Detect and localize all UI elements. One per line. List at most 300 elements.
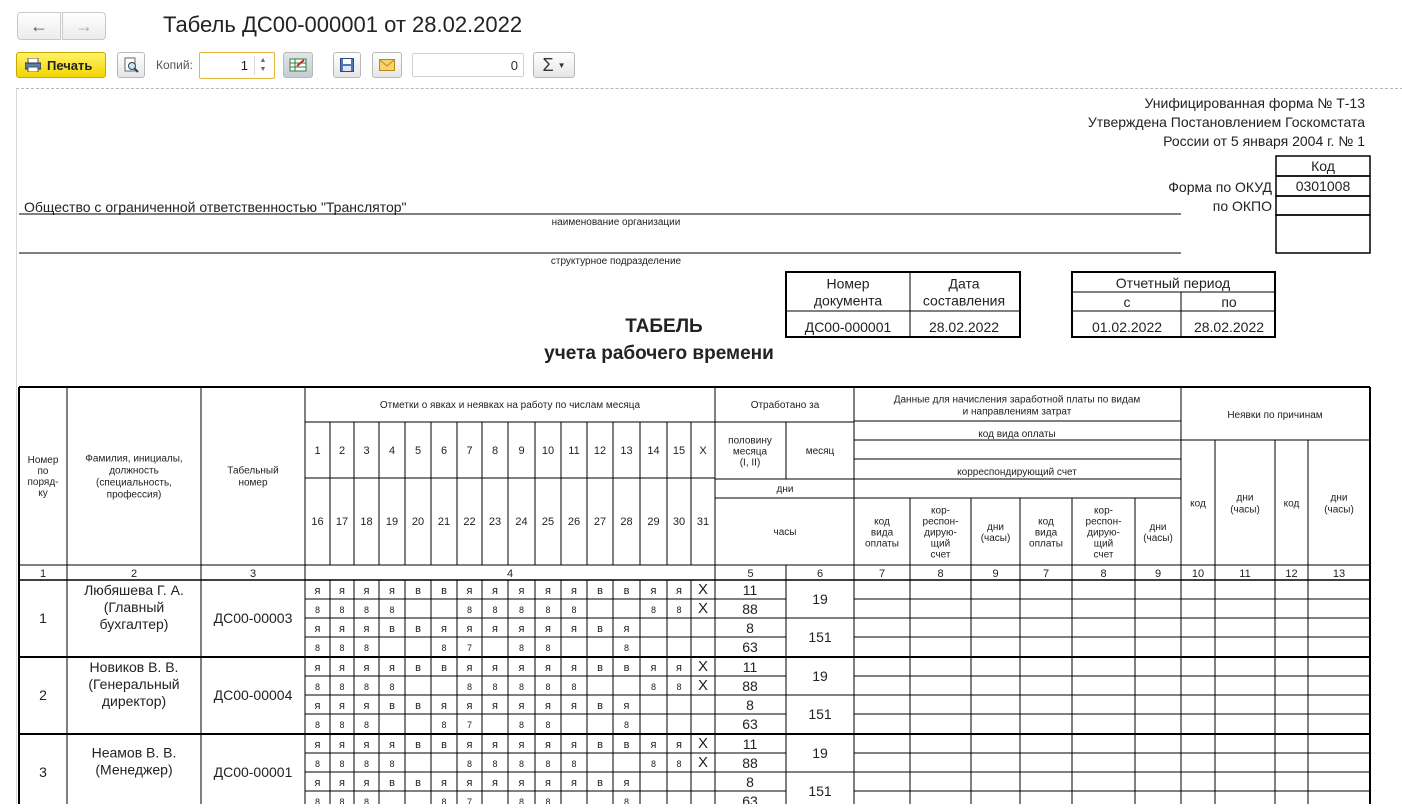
- day-bottom: 17: [335, 516, 349, 528]
- row-number: 3: [39, 764, 47, 780]
- dept-caption: структурное подразделение: [550, 256, 682, 267]
- day-mark: 8: [314, 759, 321, 769]
- column-number: 11: [1239, 568, 1251, 580]
- day-mark: X: [697, 677, 709, 694]
- header-hours: часы: [773, 527, 797, 538]
- day-mark: я: [339, 623, 345, 635]
- day-mark: я: [314, 585, 321, 597]
- doc-date: 28.02.2022: [928, 319, 1000, 335]
- day-mark: я: [363, 623, 370, 635]
- column-number: 5: [747, 568, 754, 580]
- half1-hours: 88: [742, 678, 758, 694]
- day-bottom: 19: [385, 516, 399, 528]
- forward-icon: →: [75, 15, 93, 36]
- header-worked: Отработано за: [750, 400, 820, 411]
- half2-hours: 63: [742, 716, 758, 732]
- day-mark: я: [389, 585, 395, 597]
- day-mark: в: [441, 662, 447, 674]
- day-mark: я: [492, 623, 498, 635]
- back-icon: ←: [30, 15, 48, 36]
- day-mark: я: [545, 700, 551, 712]
- header-paycode: код вида оплаты: [978, 429, 1056, 440]
- copies-label: Копий:: [156, 58, 193, 72]
- day-mark: в: [389, 700, 395, 712]
- period-header: Отчетный период: [1115, 275, 1231, 291]
- day-mark: 8: [339, 720, 345, 730]
- day-mark: я: [518, 739, 525, 751]
- half1-days: 11: [742, 582, 758, 598]
- doc-number-header: документа: [813, 292, 883, 309]
- day-mark: 8: [389, 682, 395, 692]
- day-mark: я: [518, 623, 525, 635]
- day-mark: 8: [650, 682, 657, 692]
- day-bottom: 22: [463, 516, 476, 528]
- day-mark: я: [492, 662, 498, 674]
- employee-name: директор): [101, 693, 167, 710]
- day-mark: 8: [363, 643, 370, 653]
- day-top: 10: [541, 445, 555, 457]
- header-sub: (часы): [980, 533, 1011, 545]
- day-mark: 8: [492, 682, 498, 692]
- day-bottom: 23: [488, 516, 502, 528]
- day-mark: я: [441, 777, 447, 789]
- half2-hours: 63: [742, 793, 758, 804]
- header-sub: дни: [1149, 522, 1167, 534]
- day-bottom: 31: [696, 516, 710, 528]
- day-bottom: 25: [541, 516, 555, 528]
- day-bottom: 30: [672, 516, 686, 528]
- day-mark: в: [389, 623, 395, 635]
- unified-form-line: Унифицированная форма № Т-13: [1144, 95, 1365, 111]
- day-mark: 8: [441, 643, 447, 653]
- day-mark: я: [492, 585, 498, 597]
- header-sub: кор-: [1094, 505, 1113, 517]
- day-top: 3: [363, 445, 370, 457]
- day-mark: 8: [314, 682, 321, 692]
- timesheet-document: [17, 89, 1402, 804]
- forward-button[interactable]: [62, 12, 106, 40]
- header-abs: код: [1190, 498, 1206, 510]
- organization-name: Общество с ограниченной ответственностью "Транслятор": [24, 199, 407, 215]
- day-mark: 8: [314, 605, 321, 615]
- day-mark: я: [571, 700, 577, 712]
- header-sub: вида: [1034, 527, 1058, 539]
- day-bottom: 24: [515, 516, 528, 528]
- okud-label: Форма по ОКУД: [1168, 179, 1272, 195]
- day-mark: 8: [518, 682, 525, 692]
- employee-name: (Генеральный: [88, 676, 180, 693]
- table-box: [1276, 215, 1370, 253]
- header-sub: щий: [930, 538, 951, 550]
- code-header: Код: [1311, 158, 1335, 174]
- day-mark: 8: [518, 643, 525, 653]
- doc-date-header: Дата: [948, 275, 980, 292]
- header-sub: счет: [930, 549, 951, 561]
- day-mark: я: [571, 739, 577, 751]
- copies-value: 1: [240, 58, 248, 73]
- day-mark: X: [697, 754, 709, 771]
- header-absence: Неявки по причинам: [1227, 410, 1323, 421]
- day-mark: я: [363, 700, 370, 712]
- day-top: 9: [518, 445, 525, 457]
- column-number: 8: [937, 568, 944, 580]
- day-mark: 8: [571, 605, 577, 615]
- day-mark: 8: [571, 682, 577, 692]
- month-days: 19: [812, 668, 828, 684]
- day-mark: я: [363, 585, 370, 597]
- header-sub: код: [874, 516, 890, 528]
- day-bottom: 21: [437, 516, 451, 528]
- header-name: профессия): [106, 489, 162, 501]
- day-top: 11: [568, 445, 580, 457]
- day-mark: я: [466, 623, 473, 635]
- header-sub: респон-: [1085, 516, 1122, 528]
- day-mark: я: [466, 662, 473, 674]
- day-mark: 8: [518, 797, 525, 804]
- column-number: 6: [816, 568, 824, 580]
- day-mark: в: [597, 700, 603, 712]
- save-icon: [340, 58, 354, 72]
- column-number: 1: [39, 568, 47, 580]
- window-title: Табель ДС00-000001 от 28.02.2022: [163, 12, 523, 37]
- day-mark: в: [415, 700, 421, 712]
- day-mark: я: [363, 739, 370, 751]
- doc-title: ТАБЕЛЬ: [625, 316, 703, 337]
- day-mark: 8: [545, 605, 551, 615]
- half2-days: 8: [746, 774, 754, 790]
- day-mark: 8: [466, 682, 473, 692]
- sum-value: 0: [510, 58, 518, 73]
- unified-form-line: России от 5 января 2004 г. № 1: [1163, 133, 1365, 149]
- header-num: Номер: [27, 455, 59, 467]
- period-to-label: по: [1221, 294, 1237, 310]
- employee-name: (Менеджер): [95, 761, 173, 778]
- day-mark: 8: [389, 605, 395, 615]
- day-bottom: 16: [311, 516, 324, 528]
- header-half: половину: [728, 435, 772, 447]
- day-mark: 8: [339, 605, 345, 615]
- doc-number-header: Номер: [826, 275, 870, 292]
- day-mark: X: [697, 581, 709, 598]
- day-mark: 8: [545, 643, 551, 653]
- day-mark: в: [415, 739, 421, 751]
- day-mark: 8: [339, 797, 345, 804]
- day-mark: я: [571, 777, 577, 789]
- day-mark: 7: [466, 797, 473, 804]
- day-mark: я: [571, 585, 577, 597]
- month-hours: 151: [808, 706, 832, 722]
- month-hours: 151: [808, 629, 832, 645]
- day-mark: в: [389, 777, 395, 789]
- day-mark: я: [363, 777, 370, 789]
- day-mark: 8: [676, 759, 682, 769]
- sigma-icon: Σ: [542, 54, 554, 75]
- day-mark: я: [441, 623, 447, 635]
- column-number: 8: [1100, 568, 1107, 580]
- okpo-label: по ОКПО: [1212, 198, 1272, 214]
- day-mark: я: [676, 739, 682, 751]
- header-days: дни: [776, 484, 794, 495]
- day-mark: я: [466, 585, 473, 597]
- day-mark: X: [697, 735, 709, 752]
- grid-icon: [289, 58, 307, 72]
- day-top: 5: [414, 445, 422, 457]
- header-half: (I, II): [739, 457, 761, 469]
- day-top: 2: [338, 445, 346, 457]
- day-mark: я: [571, 662, 577, 674]
- day-mark: в: [415, 585, 421, 597]
- employee-name: Любяшева Г. А.: [84, 582, 184, 599]
- day-mark: я: [314, 623, 321, 635]
- day-mark: 8: [545, 759, 551, 769]
- day-mark: 8: [314, 643, 321, 653]
- copies-spinner[interactable]: ▲ ▼: [254, 56, 271, 75]
- day-mark: я: [623, 777, 630, 789]
- copies-input[interactable]: [199, 52, 275, 79]
- day-top: 15: [672, 445, 686, 457]
- header-num: поряд-: [27, 477, 59, 489]
- printer-icon: [25, 58, 41, 72]
- day-mark: в: [623, 739, 630, 751]
- day-bottom: 29: [647, 516, 660, 528]
- doc-date-header: составления: [922, 292, 1006, 309]
- half1-hours: 88: [742, 601, 758, 617]
- header-num: ку: [38, 488, 48, 500]
- day-mark: я: [339, 700, 345, 712]
- employee-name: бухгалтер): [99, 616, 169, 633]
- day-mark: в: [623, 662, 630, 674]
- header-sub: щий: [1093, 538, 1114, 550]
- doc-subtitle: учета рабочего времени: [544, 343, 774, 364]
- day-mark: 8: [363, 720, 370, 730]
- column-number: 7: [1042, 568, 1050, 580]
- day-mark: я: [545, 623, 551, 635]
- day-mark: в: [597, 585, 603, 597]
- day-mark: в: [441, 739, 447, 751]
- day-mark: 8: [650, 605, 657, 615]
- column-number: 4: [506, 568, 514, 580]
- header-name: Фамилия, инициалы,: [85, 453, 183, 465]
- half2-days: 8: [746, 697, 754, 713]
- back-button[interactable]: [17, 12, 61, 40]
- column-number: 3: [249, 568, 257, 580]
- print-button[interactable]: [16, 52, 106, 78]
- day-bottom: 26: [567, 516, 581, 528]
- day-mark: я: [466, 739, 473, 751]
- month-hours: 151: [808, 783, 832, 799]
- header-sub: (часы): [1143, 533, 1173, 545]
- day-mark: я: [571, 623, 577, 635]
- month-days: 19: [812, 591, 828, 607]
- day-mark: 8: [441, 720, 447, 730]
- employee-name: (Главный: [103, 599, 165, 616]
- day-mark: 8: [363, 797, 370, 804]
- day-mark: в: [597, 623, 603, 635]
- day-mark: в: [597, 777, 603, 789]
- day-mark: я: [545, 662, 551, 674]
- day-mark: 8: [650, 759, 657, 769]
- half1-hours: 88: [742, 755, 758, 771]
- half1-days: 11: [742, 736, 758, 752]
- day-mark: 8: [676, 605, 682, 615]
- half2-hours: 63: [742, 639, 758, 655]
- header-name: должность: [109, 465, 159, 477]
- day-mark: 8: [466, 759, 473, 769]
- column-number: 9: [992, 568, 999, 580]
- toolbar: [0, 0, 1402, 88]
- okud-value: 0301008: [1295, 178, 1351, 194]
- header-salary: и направлениям затрат: [962, 406, 1072, 418]
- sum-field[interactable]: [412, 53, 524, 77]
- tab-number: ДС00-00003: [213, 610, 293, 626]
- day-top: 6: [440, 445, 448, 457]
- header-salary: Данные для начисления заработной платы по видам: [893, 394, 1141, 406]
- day-mark: 8: [623, 643, 630, 653]
- day-mark: я: [339, 777, 345, 789]
- day-mark: 7: [466, 643, 473, 653]
- day-top: X: [699, 445, 707, 457]
- day-mark: я: [650, 739, 657, 751]
- unified-form-line: Утверждена Постановлением Госкомстата: [1087, 114, 1365, 130]
- print-button-label: Печать: [47, 57, 93, 73]
- day-mark: я: [518, 585, 525, 597]
- header-sub: оплаты: [1029, 538, 1063, 550]
- sum-button[interactable]: [533, 52, 575, 78]
- column-number: 12: [1285, 568, 1298, 580]
- column-number: 2: [130, 568, 138, 580]
- day-top: 4: [388, 445, 396, 457]
- month-days: 19: [812, 745, 828, 761]
- day-bottom: 27: [593, 516, 607, 528]
- day-mark: в: [623, 585, 630, 597]
- day-mark: 8: [339, 643, 345, 653]
- header-sub: дирую-: [1087, 527, 1120, 539]
- day-mark: я: [339, 585, 345, 597]
- preview-button[interactable]: [117, 52, 145, 78]
- mail-icon: [379, 59, 395, 71]
- day-top: 12: [593, 445, 607, 457]
- day-mark: 8: [441, 797, 447, 804]
- day-mark: я: [676, 585, 682, 597]
- mail-button[interactable]: [372, 52, 402, 78]
- day-mark: я: [314, 777, 321, 789]
- period-to: 28.02.2022: [1193, 319, 1265, 335]
- header-corr: корреспондирующий счет: [957, 467, 1077, 478]
- header-marks: Отметки о явках и неявках на работу по числам месяца: [379, 400, 641, 411]
- header-sub: оплаты: [865, 538, 899, 550]
- day-mark: 8: [492, 605, 498, 615]
- spreadsheet-area[interactable]: [16, 88, 1402, 804]
- day-mark: 8: [389, 759, 395, 769]
- grid-toggle-button[interactable]: [283, 52, 313, 78]
- preview-icon: [123, 57, 139, 73]
- doc-number: ДС00-000001: [804, 319, 892, 335]
- dropdown-icon: ▼: [557, 60, 566, 70]
- day-mark: я: [518, 662, 525, 674]
- header-abs: (часы): [1324, 504, 1354, 516]
- day-top: 1: [314, 445, 321, 457]
- row-number: 1: [39, 610, 47, 626]
- header-num: по: [37, 466, 49, 478]
- header-name: (специальность,: [96, 477, 172, 489]
- save-button[interactable]: [333, 52, 361, 78]
- day-top: 8: [491, 445, 499, 457]
- day-mark: 8: [492, 759, 498, 769]
- half1-days: 11: [742, 659, 758, 675]
- period-from-label: с: [1123, 294, 1131, 310]
- org-caption: наименование организации: [551, 217, 681, 228]
- day-mark: 8: [518, 720, 525, 730]
- day-mark: я: [492, 700, 498, 712]
- day-mark: я: [623, 700, 630, 712]
- tab-number: ДС00-00001: [213, 764, 293, 780]
- day-mark: я: [339, 739, 345, 751]
- day-mark: я: [314, 662, 321, 674]
- day-mark: я: [314, 700, 321, 712]
- day-mark: 8: [545, 720, 551, 730]
- day-mark: в: [415, 623, 421, 635]
- day-mark: я: [545, 777, 551, 789]
- day-mark: 8: [339, 759, 345, 769]
- day-mark: я: [545, 585, 551, 597]
- day-bottom: 20: [411, 516, 425, 528]
- day-mark: 8: [314, 720, 321, 730]
- day-mark: я: [545, 739, 551, 751]
- day-mark: 8: [623, 720, 630, 730]
- day-mark: 8: [518, 605, 525, 615]
- day-mark: 8: [518, 759, 525, 769]
- row-number: 2: [39, 687, 47, 703]
- day-mark: 7: [466, 720, 473, 730]
- header-abs: дни: [1236, 492, 1254, 504]
- day-mark: я: [339, 662, 345, 674]
- day-mark: в: [597, 662, 603, 674]
- day-mark: 8: [363, 605, 370, 615]
- day-top: 13: [620, 445, 633, 457]
- tab-number: ДС00-00004: [213, 687, 293, 703]
- day-bottom: 18: [360, 516, 373, 528]
- day-mark: в: [597, 739, 603, 751]
- day-mark: 8: [545, 797, 551, 804]
- column-number: 10: [1191, 568, 1205, 580]
- header-abs: дни: [1330, 492, 1348, 504]
- day-mark: я: [441, 700, 447, 712]
- day-mark: я: [518, 777, 525, 789]
- day-mark: X: [697, 600, 709, 617]
- half2-days: 8: [746, 620, 754, 636]
- day-mark: в: [415, 777, 421, 789]
- period-from: 01.02.2022: [1091, 319, 1163, 335]
- day-mark: 8: [545, 682, 551, 692]
- day-mark: я: [676, 662, 682, 674]
- header-sub: дирую-: [924, 527, 957, 539]
- day-mark: в: [415, 662, 421, 674]
- day-top: 14: [647, 445, 660, 457]
- day-mark: я: [650, 662, 657, 674]
- header-tab: номер: [238, 477, 268, 489]
- day-mark: 8: [314, 797, 321, 804]
- day-mark: я: [650, 585, 657, 597]
- header-sub: кор-: [931, 505, 950, 517]
- header-abs: код: [1283, 498, 1300, 510]
- table-box: [1276, 196, 1370, 215]
- day-mark: я: [314, 739, 321, 751]
- column-number: 7: [878, 568, 886, 580]
- day-mark: я: [518, 700, 525, 712]
- employee-name: Неамов В. В.: [91, 744, 177, 761]
- header-sub: дни: [987, 522, 1004, 534]
- header-sub: вида: [870, 527, 894, 539]
